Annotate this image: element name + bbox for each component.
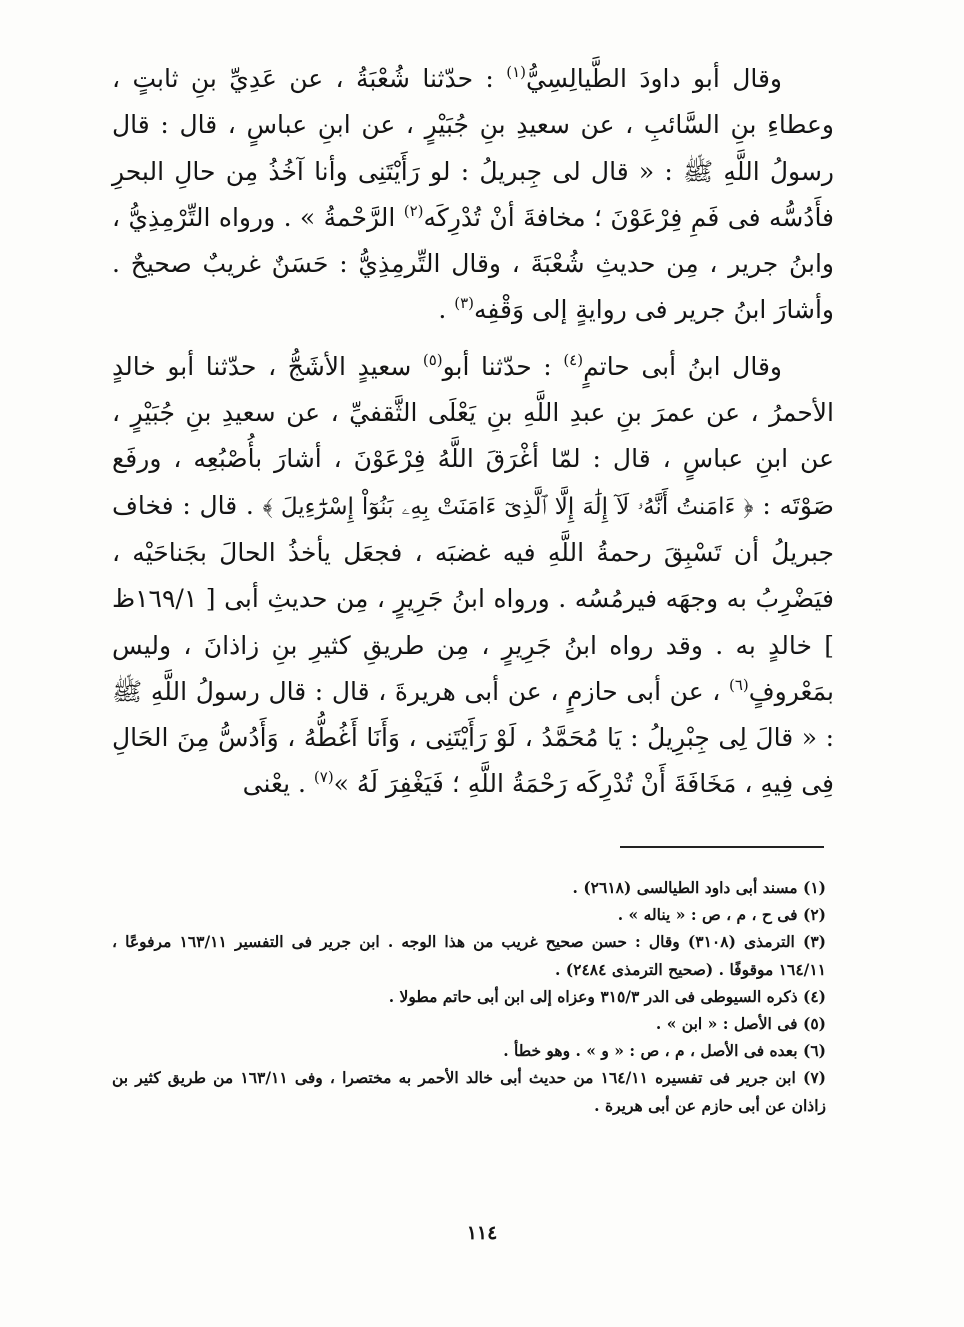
footnote-1: (١) مسند أبى داود الطيالسى (٢٦١٨) . bbox=[572, 878, 826, 897]
footnote-5: (٥) فى الأصل : « ابن » . bbox=[655, 1014, 826, 1034]
footnote-ref-6[interactable]: (٦) bbox=[728, 675, 749, 694]
footnotes bbox=[112, 874, 826, 1119]
footnote-ref-1[interactable]: (١) bbox=[506, 63, 526, 81]
footnote-separator bbox=[620, 846, 824, 848]
footnote-4: (٤) ذكره السيوطى فى الدر ٣١٥/٣ وعزاه إلى ابن أبى حاتم مطولا . bbox=[388, 986, 826, 1006]
footnote-ref-3[interactable]: (٣) bbox=[454, 294, 474, 313]
page-number: ١١٤ bbox=[466, 1222, 498, 1244]
paragraph-1 bbox=[112, 56, 834, 334]
footnote-2: (٢) فى ح ، م ، ص : « يناله » . bbox=[617, 905, 826, 925]
quran-verse: ﴿ ءَامَنتُ أَنَّهُۥ لَآ إِلَٰهَ إِلَّا ٱلَّذِىٓ ءَامَنَتْ بِهِۦ بَنُوٓاْ إِسْرَٰٓءِيلَ ﴾ bbox=[262, 493, 754, 520]
text-run: : حدّثنا أبو bbox=[442, 351, 564, 381]
text-run: : حدّثنا شُعْبَةُ ، عن عَدِيِّ بنِ ثابتٍ ، وعطاءِ بنِ السَّائبِ ، عن سعيدِ بنِ جُبَيْرٍ ، عن ابنِ عباسٍ ، قال : قال رسولُ اللَّهِ ﷺ : « قال لى جِبريلُ : لو رَأَيْتَنِى وأنا آخُذُ مِن حالِ البحرِ فأَدُسُّه فى فَمِ فِرْعَوْنَ ؛ مخافةَ أنْ تُدْرِكَه bbox=[112, 64, 835, 232]
footnote-7: (٧) ابن جرير فى تفسيره ١٦٤/١١ من حديث أبى خالد الأحمر به مختصرا ، وفى ١٦٣/١١ من طريق كثير بن زاذان عن أبى حازم عن أبى هريرة . bbox=[112, 1068, 827, 1115]
text-run: . bbox=[438, 295, 455, 325]
footnote-6: (٦) بعده فى الأصل ، م ، ص : « و » . وهو خطأ . bbox=[503, 1041, 826, 1061]
text-run: وقال ابنُ أبى حاتمٍ bbox=[583, 351, 782, 381]
text-run: . قال : فخاف جبريلُ أن تَسْبِقَ رحمةُ اللَّهِ فيه غضبَه ، فجعَل يأخذُ الحالَ بجَناحَيْه ، فيَضْرِبُ به وجهَه فيرمُسُه . ورواه ابنُ جَرِيرٍ ، مِن حديثِ أبى [ ١٦٩/١ظ ] خالدٍ به . وقد رواه ابنُ جَرِيرٍ ، مِن طريقِ كثيرِ بنِ زاذانَ ، وليس بمَعْروفٍ bbox=[112, 490, 834, 706]
text-run: . يعْنى bbox=[242, 769, 314, 799]
footnote-ref-4[interactable]: (٤) bbox=[563, 350, 584, 369]
text-run: وقال أبو داودَ الطَّيالِسِيُّ bbox=[525, 64, 782, 93]
text-run: سعيدٍ الأشَجُّ ، حدّثنا أبو خالدٍ الأحمرُ ، عن عمرَ بنِ عبدِ اللَّهِ بنِ يَعْلَى الثَّقفيِّ ، عن سعيدِ بنِ جُبَيْرٍ ، عن ابنِ عباسٍ ، قال : لمّا أغْرَقَ اللَّهُ فِرْعَوْنَ ، أشارَ بأُصْبُعِه ، ورفَع صَوْتَه : bbox=[112, 351, 834, 520]
footnote-ref-2[interactable]: (٢) bbox=[403, 201, 424, 220]
footnote-3: (٣) الترمذى (٣١٠٨) وقال : حسن صحيح غريب من هذا الوجه . ابن جرير فى التفسير ١٦٣/١١ مرفوعًا ، ١٦٤/١١ موقوفًا . (صحيح الترمذى ٢٤٨٤) . bbox=[112, 932, 826, 979]
main-text bbox=[112, 56, 834, 808]
text-run: الرَّحْمةُ » . ورواه التِّرْمِذِيُّ ، وابنُ جرير ، مِن حديثِ شُعْبَةَ ، وقال التِّرمِذِيُّ : حَسَنٌ غريبٌ صحيحٌ . وأشارَ ابنُ جرير فى روايةٍ إلى وَقْفِه bbox=[112, 202, 834, 325]
text-run: ، عن أبى حازمٍ ، عن أبى هريرةَ ، قال : قال رسولُ اللَّهِ ﷺ : « قالَ لِى جِبْرِيلُ : يَا مُحَمَّدُ ، لَوْ رَأَيْتَنِى ، وَأَنَا أَغُطُّهُ ، وَأَدُسُّ مِنَ الحَالِ فِى فِيهِ ، مَخَافَةَ أَنْ تُدْرِكَه رَحْمَةُ اللَّهِ ؛ فَيَغْفِرَ لَهُ » bbox=[112, 676, 834, 799]
footnote-ref-7[interactable]: (٧) bbox=[313, 768, 334, 787]
paragraph-2 bbox=[112, 344, 834, 808]
footnote-ref-5[interactable]: (٥) bbox=[422, 350, 443, 369]
